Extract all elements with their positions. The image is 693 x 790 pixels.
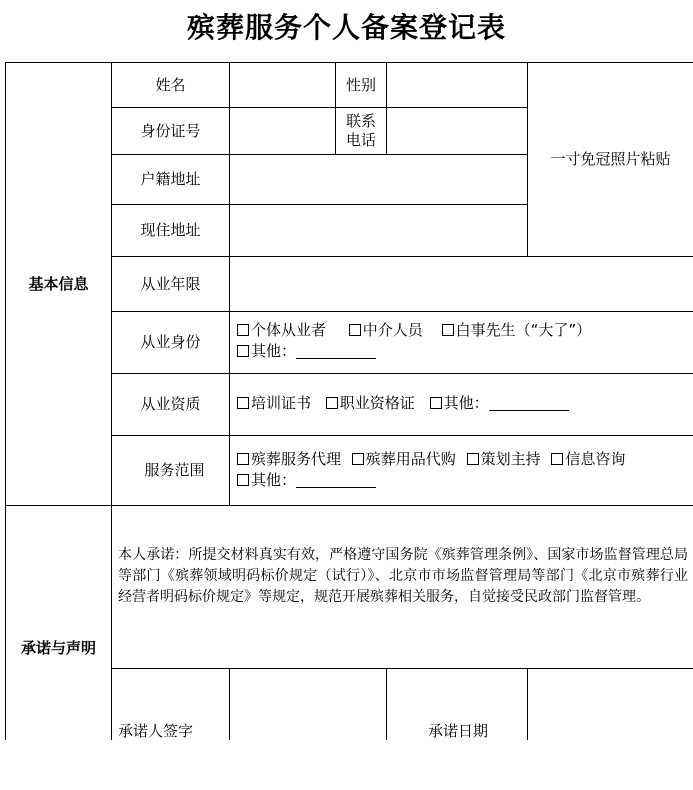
service-option[interactable] xyxy=(467,450,541,468)
commitment-text: 本人承诺：所提交材料真实有效，严格遵守国务院《殡葬管理条例》、国家市场监督管理总局等部门《殡葬领域明码标价规定（试行）》、北京市市场监督管理局等部门《北京市殡葬行业经营者明码标价规定》等规定，规范开展殡葬相关服务，自觉接受民政部门监督管理。 xyxy=(118,547,688,605)
checkbox-icon[interactable] xyxy=(352,453,364,465)
household-address-label: 户籍地址 xyxy=(140,170,201,188)
current-address-label: 现住地址 xyxy=(140,221,201,239)
service-other-input[interactable] xyxy=(296,473,376,488)
name-label: 姓名 xyxy=(155,75,186,94)
checkbox-icon[interactable] xyxy=(349,324,361,336)
household-address-field[interactable] xyxy=(230,155,527,204)
qualification-option[interactable] xyxy=(326,394,415,412)
checkbox-icon[interactable] xyxy=(326,397,338,409)
checkbox-icon[interactable] xyxy=(430,397,442,409)
identity-other-label: 其他： xyxy=(251,342,297,360)
checkbox-icon[interactable] xyxy=(237,397,249,409)
identity-other-input[interactable] xyxy=(296,344,376,359)
identity-option[interactable] xyxy=(442,321,592,339)
years-field[interactable] xyxy=(230,257,693,311)
signature-label: 承诺人签字 xyxy=(118,722,194,740)
service-options-row xyxy=(237,449,625,470)
service-options xyxy=(237,449,625,491)
id-number-field[interactable] xyxy=(230,108,335,154)
identity-option-label: 中介人员 xyxy=(362,321,423,339)
date-field[interactable] xyxy=(528,669,693,740)
checkbox-icon[interactable] xyxy=(237,345,249,357)
service-option[interactable] xyxy=(352,450,456,468)
id-number-label: 身份证号 xyxy=(140,121,201,140)
identity-option-label: 白事先生（“大了”） xyxy=(455,321,592,339)
service-option-label: 殡葬用品代购 xyxy=(365,450,456,468)
photo-placeholder[interactable]: 一寸免冠照片粘贴 xyxy=(550,150,671,168)
identity-other-row xyxy=(237,341,603,362)
identity-options-row xyxy=(237,320,603,341)
qualification-option-label: 培训证书 xyxy=(251,394,312,412)
years-label: 从业年限 xyxy=(140,274,201,293)
section-commitment: 承诺与声明 xyxy=(20,638,96,657)
service-scope-label: 服务范围 xyxy=(144,461,205,479)
identity-options xyxy=(237,320,603,362)
qualification-label: 从业资质 xyxy=(140,395,201,413)
qualification-other-input[interactable] xyxy=(489,396,569,411)
checkbox-icon[interactable] xyxy=(551,453,563,465)
service-option-label: 信息咨询 xyxy=(565,450,626,468)
signature-field[interactable] xyxy=(230,669,386,740)
service-option[interactable] xyxy=(551,450,625,468)
checkbox-icon[interactable] xyxy=(237,324,249,336)
checkbox-icon[interactable] xyxy=(237,453,249,465)
identity-option-label: 个体从业者 xyxy=(251,321,327,339)
qualification-other[interactable] xyxy=(430,394,569,412)
section-basic-info: 基本信息 xyxy=(28,274,89,293)
grid-line xyxy=(386,668,387,740)
checkbox-icon[interactable] xyxy=(237,474,249,486)
checkbox-icon[interactable] xyxy=(467,453,479,465)
qualification-options xyxy=(237,393,569,414)
qualification-other-label: 其他： xyxy=(443,394,489,412)
identity-option[interactable] xyxy=(349,321,423,339)
name-field[interactable] xyxy=(230,63,335,107)
service-other-label: 其他： xyxy=(251,471,297,489)
gender-label: 性别 xyxy=(345,75,376,94)
phone-field[interactable] xyxy=(387,108,527,154)
date-label: 承诺日期 xyxy=(428,722,489,740)
identity-label: 从业身份 xyxy=(140,333,201,351)
service-option-label: 殡葬服务代理 xyxy=(251,450,342,468)
identity-option[interactable] xyxy=(237,321,326,339)
service-option-label: 策划主持 xyxy=(480,450,541,468)
phone-label-line2: 电话 xyxy=(345,131,376,149)
qualification-option[interactable] xyxy=(237,394,311,412)
phone-label-line1: 联系 xyxy=(345,112,376,130)
gender-field[interactable] xyxy=(387,63,527,107)
current-address-field[interactable] xyxy=(230,205,527,256)
form-title: 殡葬服务个人备案登记表 xyxy=(186,11,506,44)
service-option[interactable] xyxy=(237,450,341,468)
phone-label xyxy=(336,108,386,154)
qualification-option-label: 职业资格证 xyxy=(339,394,415,412)
checkbox-icon[interactable] xyxy=(442,324,454,336)
service-other-row xyxy=(237,470,625,491)
